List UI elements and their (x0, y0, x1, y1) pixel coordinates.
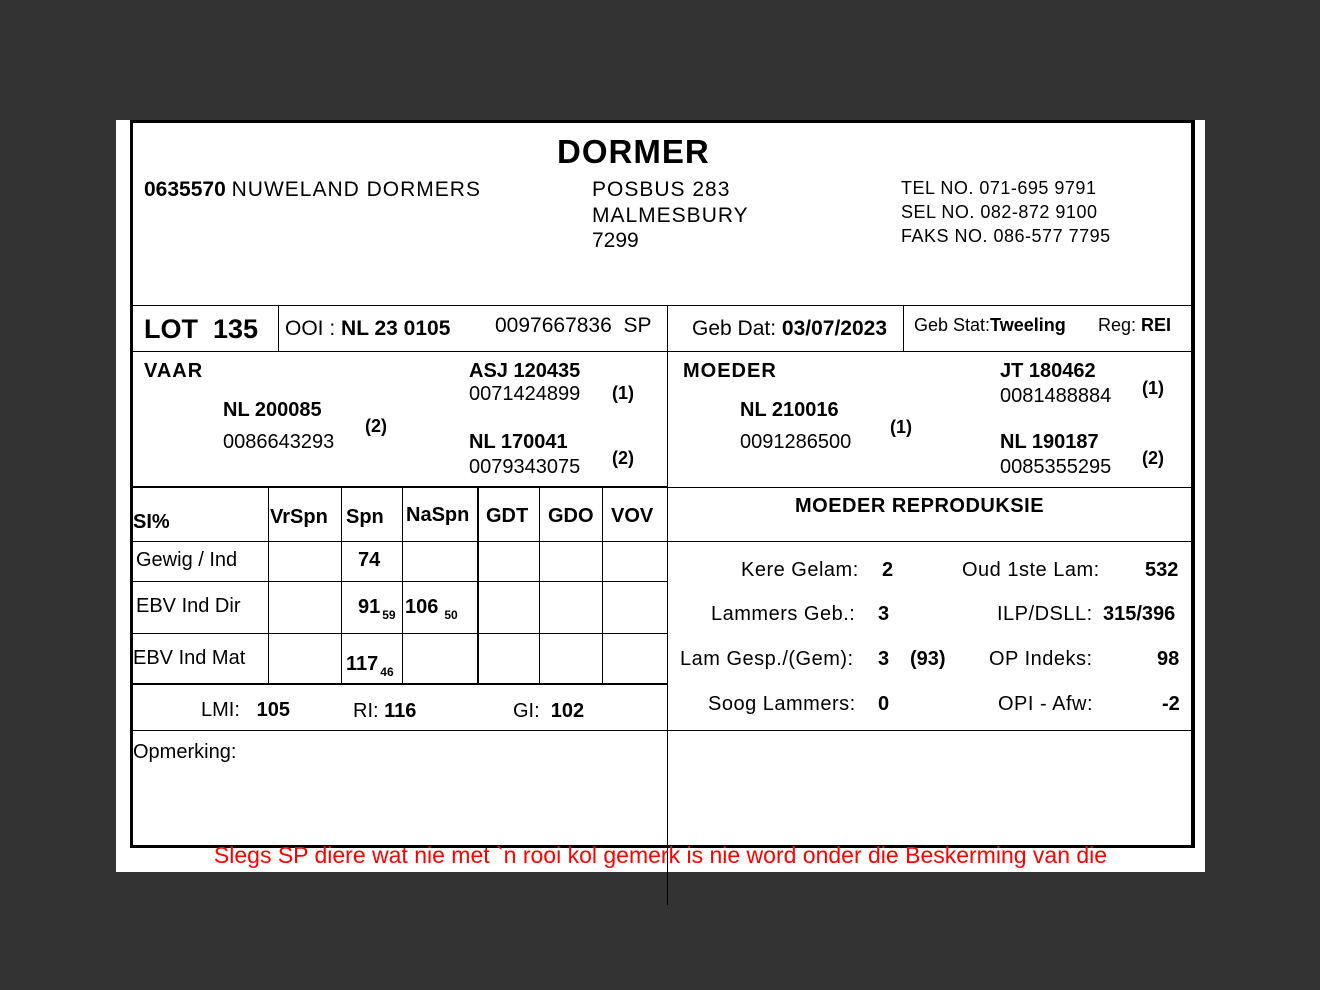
row-weight-spn: 74 (358, 549, 381, 571)
opi-deviation-label: OPI - Afw: (998, 693, 1094, 715)
sire-heading: VAAR (144, 360, 204, 382)
divider-pedigree-top (133, 351, 1191, 352)
dam-sire-code: 0081488884 (1000, 385, 1112, 407)
reproduction-title: MOEDER REPRODUKSIE (795, 495, 1045, 517)
lot-number (144, 316, 258, 343)
breeder-number: 0635570 (144, 178, 226, 201)
ri-label: RI: (353, 700, 379, 722)
table-row2-line (133, 633, 667, 634)
table-row1-line (133, 581, 667, 582)
remarks-label: Opmerking: (133, 741, 237, 763)
lmi-line (201, 700, 290, 720)
dam-code: 0091286500 (740, 431, 852, 453)
ooi-line (285, 318, 450, 339)
row-label-ebv-mat: EBV Ind Mat (133, 647, 246, 669)
ooi-suffix: SP (623, 314, 652, 337)
header-naspn: NaSpn (406, 504, 470, 526)
lot-value: 135 (213, 314, 259, 344)
ilp-dsll-label: ILP/DSLL: (997, 603, 1093, 625)
ebv-mat-spn-accuracy: 46 (380, 665, 394, 679)
lambs-weaned-average: (93) (910, 648, 946, 670)
suckling-lambs-value: 0 (878, 693, 890, 715)
fax-number: FAKS NO. 086-577 7795 (901, 226, 1111, 246)
cell-number: SEL NO. 082-872 9100 (901, 202, 1098, 222)
dam-sire-id: JT 180462 (1000, 360, 1096, 382)
header-spn: Spn (346, 506, 384, 528)
dam-heading: MOEDER (683, 360, 777, 382)
lmi-label: LMI: (201, 699, 240, 721)
row-label-ebv-dir: EBV Ind Dir (136, 595, 241, 617)
header-gdo: GDO (548, 505, 594, 527)
ooi-code-line (495, 315, 651, 336)
divider-lot-v1 (278, 305, 279, 351)
breeder-name: NUWELAND DORMERS (231, 178, 481, 201)
table-bottom-line (133, 683, 667, 685)
table-top-border (133, 486, 667, 488)
dam-dam-grade: (2) (1142, 448, 1164, 468)
divider-lot-top (133, 305, 1191, 306)
address-line-2: MALMESBURY (592, 204, 749, 227)
header-vrspn: VrSpn (270, 506, 328, 528)
reg-value: REI (1141, 315, 1172, 335)
gi-value: 102 (550, 700, 585, 722)
first-lamb-age-label: Oud 1ste Lam: (962, 559, 1100, 581)
lot-card (130, 120, 1195, 848)
row-ebv-dir-naspn (405, 596, 458, 622)
lambs-born-value: 3 (878, 603, 890, 625)
ooi-value: NL 23 0105 (341, 317, 451, 340)
ebv-dir-spn-accuracy: 59 (382, 608, 396, 622)
ebv-dir-naspn-value: 106 (405, 596, 439, 618)
ri-value: 116 (384, 700, 417, 722)
op-index-label: OP Indeks: (989, 648, 1093, 670)
times-lambed-value: 2 (882, 559, 894, 581)
lambs-weaned-label: Lam Gesp./(Gem): (680, 648, 854, 670)
birth-date-label: Geb Dat: (692, 317, 777, 340)
auction-card-page (116, 120, 1205, 872)
lot-label: LOT (144, 314, 198, 344)
dam-dam-id: NL 190187 (1000, 431, 1099, 453)
sire-dam-grade: (2) (612, 448, 634, 468)
birth-date-line (692, 318, 887, 339)
table-col-v2 (341, 487, 342, 684)
lmi-value: 105 (256, 699, 290, 721)
header-vov: VOV (611, 505, 654, 527)
sire-id: NL 200085 (223, 399, 322, 421)
dam-sire-grade: (1) (1142, 378, 1164, 398)
sire-sire-code: 0071424899 (469, 383, 581, 405)
table-header-line (133, 541, 667, 542)
ebv-mat-spn-value: 117 (346, 653, 379, 675)
sire-sire-id: ASJ 120435 (469, 360, 581, 382)
table-col-v1 (268, 487, 269, 684)
table-col-v6 (602, 487, 603, 684)
table-col-v3 (402, 487, 403, 684)
dam-dam-code: 0085355295 (1000, 456, 1112, 478)
sire-dam-code: 0079343075 (469, 456, 581, 478)
times-lambed-label: Kere Gelam: (741, 559, 859, 581)
header-gdt: GDT (486, 505, 529, 527)
lambs-weaned-value: 3 (878, 648, 890, 670)
ooi-code: 0097667836 (495, 314, 612, 337)
birth-status-label: Geb Stat: (914, 315, 991, 335)
ebv-dir-spn-value: 91 (358, 596, 381, 618)
reg-line (1098, 316, 1171, 334)
sire-code: 0086643293 (223, 431, 335, 453)
reg-label: Reg: (1098, 315, 1137, 335)
tel-number: TEL NO. 071-695 9791 (901, 178, 1097, 198)
row-ebv-mat-spn (346, 653, 394, 679)
dam-grade: (1) (890, 417, 912, 437)
table-col-v5 (539, 487, 540, 684)
birth-status-value: Tweeling (990, 315, 1066, 335)
sire-sire-grade: (1) (612, 383, 634, 403)
ilp-dsll-value: 315/396 (1103, 603, 1176, 625)
divider-center-v (667, 305, 668, 905)
suckling-lambs-label: Soog Lammers: (708, 693, 856, 715)
gi-label: GI: (513, 700, 540, 722)
row-label-weight: Gewig / Ind (136, 549, 238, 571)
ooi-label: OOI : (285, 317, 336, 340)
sire-dam-id: NL 170041 (469, 431, 568, 453)
divider-repro-header (667, 541, 1191, 542)
opi-deviation-value: -2 (1162, 693, 1180, 715)
sire-grade: (2) (365, 416, 387, 436)
row-ebv-dir-spn (358, 596, 396, 622)
dam-id: NL 210016 (740, 399, 839, 421)
first-lamb-age-value: 532 (1145, 559, 1179, 581)
divider-lot-v2 (903, 305, 904, 351)
op-index-value: 98 (1157, 648, 1180, 670)
ebv-dir-naspn-accuracy: 50 (444, 608, 458, 622)
gi-line (513, 701, 584, 721)
divider-remarks-top (133, 730, 1191, 731)
address-line-1: POSBUS 283 (592, 178, 731, 201)
address-postcode: 7299 (592, 229, 639, 252)
birth-status-line (914, 316, 1066, 334)
breeder-line (144, 179, 481, 200)
si-percent-label: SI% (133, 511, 170, 533)
table-col-v4 (477, 487, 479, 684)
breed-title: DORMER (557, 133, 710, 170)
lambs-born-label: Lammers Geb.: (711, 603, 856, 625)
ri-line (353, 701, 416, 721)
birth-date-value: 03/07/2023 (781, 317, 887, 340)
footer-warning: Slegs SP diere wat nie met `n rooi kol gemerk is nie word onder die Beskerming van die (213, 842, 1108, 868)
